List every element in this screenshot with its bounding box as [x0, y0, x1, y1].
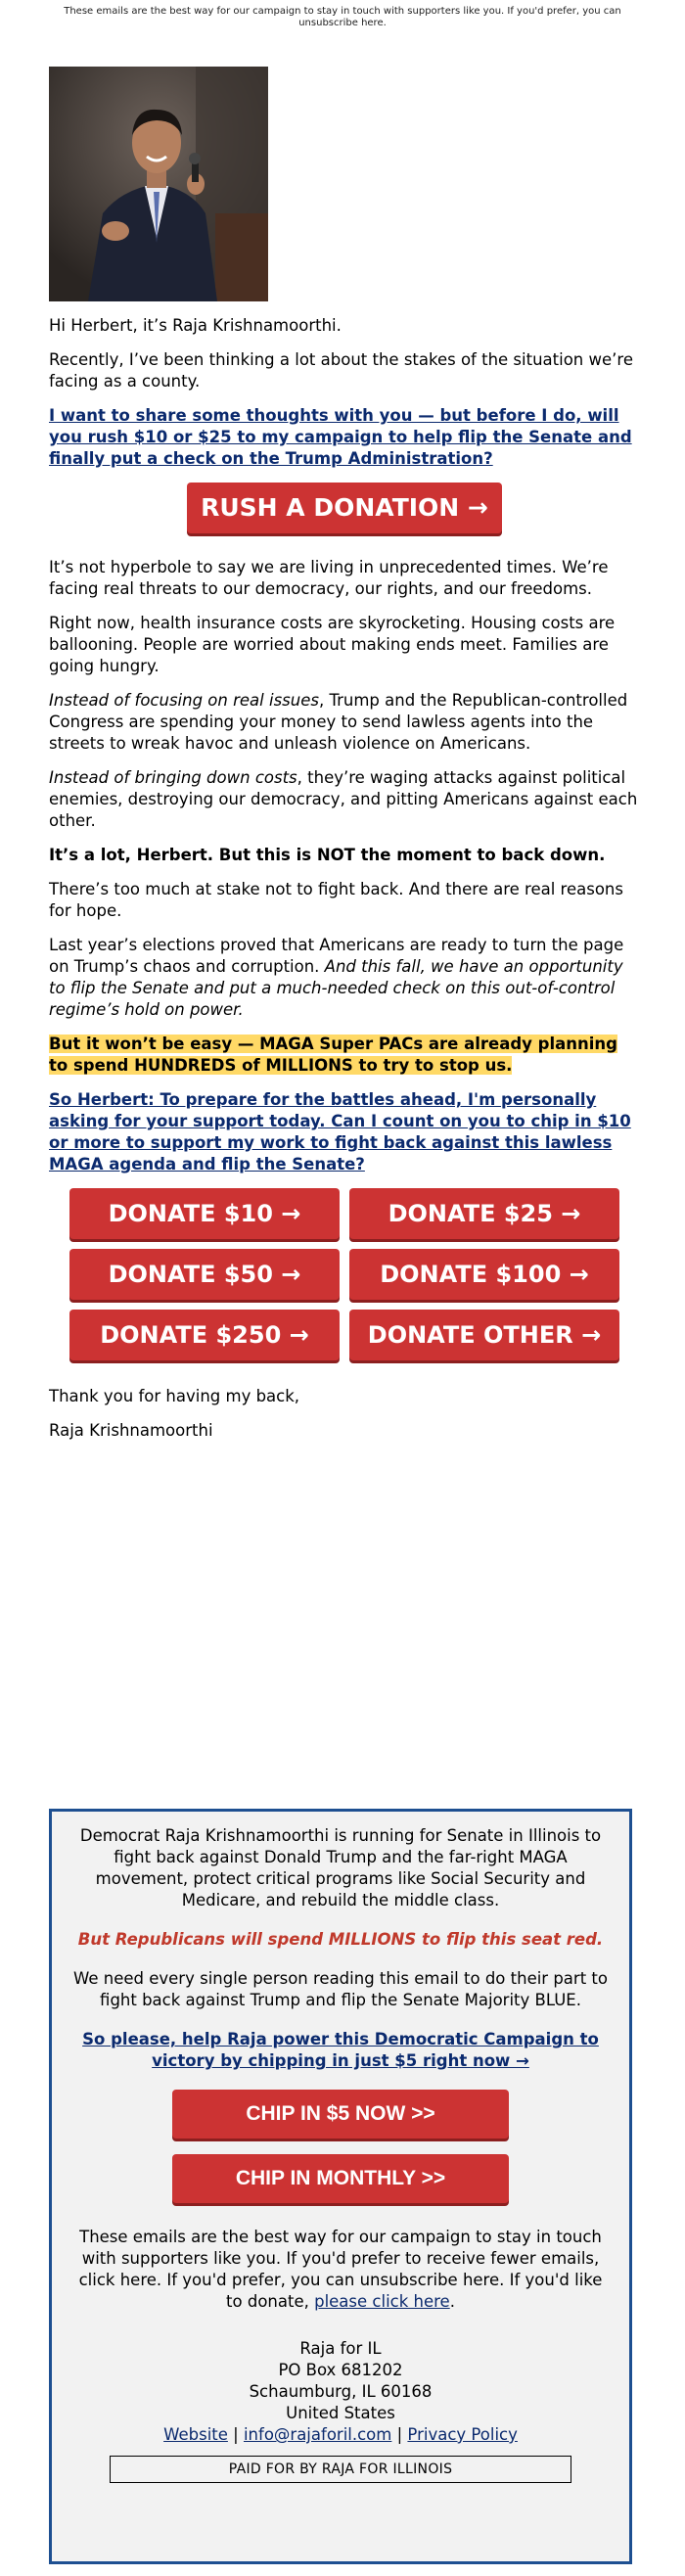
- footer-disclaimer: [69, 2227, 612, 2313]
- email-body: [49, 315, 640, 1454]
- bringing-costs-rest: , they’re waging attacks against political enemies, destroying our democracy, and pitting Americans against each other.: [49, 768, 638, 830]
- paid-for-disclaimer: PAID FOR BY RAJA FOR ILLINOIS: [110, 2456, 571, 2483]
- greeting: Hi Herbert, it’s Raja Krishnamoorthi.: [49, 316, 342, 335]
- footer-red-warning: But Republicans will spend MILLIONS to flip this seat red.: [77, 1930, 604, 1949]
- link-separator: |: [391, 2425, 408, 2444]
- donate-50-button[interactable]: DONATE $50 →: [69, 1249, 340, 1300]
- donate-250-button[interactable]: DONATE $250 →: [69, 1310, 340, 1360]
- paragraph-stakes: Recently, I’ve been thinking a lot about the stakes of the situation we’re facing as a county.: [49, 350, 633, 391]
- elections-start: Last year’s elections proved that Americans are ready to turn the page on Trump’s chaos and corruption.: [49, 936, 624, 976]
- candidate-photo: [49, 67, 268, 301]
- po-box: PO Box 681202: [278, 2361, 403, 2379]
- paragraph-bringing-costs: [49, 767, 640, 832]
- donate-100-button[interactable]: DONATE $100 →: [349, 1249, 619, 1300]
- elections-italic: And this fall, we have an opportunity to flip the Senate and put a much-needed check on this out-of-control regime’s hold on power.: [49, 957, 623, 1019]
- preheader-text: These emails are the best way for our campaign to stay in touch with supporters like you. If you'd prefer, you can unsubscribe here.: [64, 6, 621, 28]
- paragraph-hope: There’s too much at stake not to fight back. And there are real reasons for hope.: [49, 880, 623, 920]
- donate-10-button[interactable]: DONATE $10 →: [69, 1188, 340, 1239]
- candidate-photo-illustration: [49, 67, 268, 301]
- rush-donation-button[interactable]: RUSH A DONATION →: [187, 483, 502, 533]
- privacy-policy-link[interactable]: Privacy Policy: [407, 2425, 518, 2444]
- real-issues-rest: , Trump and the Republican-controlled Congress are spending your money to send lawless agents into the streets to wreak havoc and unleash violence on Americans.: [49, 691, 628, 753]
- disclaimer-text: These emails are the best way for our campaign to stay in touch with supporters like you. If you'd prefer to receive fewer emails, click here. If you'd prefer, you can unsubscribe here. If you'd like to donate,: [78, 2228, 603, 2311]
- bringing-costs-italic: Instead of bringing down costs: [49, 768, 297, 787]
- donate-ask-link[interactable]: I want to share some thoughts with you — but before I do, will you rush $10 or $25 to my campaign to help flip the Senate and finally put a check on the Trump Administration?: [49, 406, 632, 468]
- signature: Raja Krishnamoorthi: [49, 1421, 213, 1440]
- email-link[interactable]: info@rajaforil.com: [243, 2425, 392, 2444]
- footer-links: [69, 2424, 612, 2446]
- donate-click-here-link[interactable]: please click here: [314, 2292, 450, 2311]
- link-separator: |: [227, 2425, 244, 2444]
- paragraph-real-issues: [49, 690, 640, 755]
- disclaimer-end: .: [449, 2292, 455, 2311]
- paragraph-unprecedented: It’s not hyperbole to say we are living in unprecedented times. We’re facing real threats to our democracy, our rights, and our freedoms.: [49, 558, 609, 598]
- paragraph-highlight: [49, 1034, 640, 1077]
- not-back-down-bold: It’s a lot, Herbert. But this is NOT the moment to back down.: [49, 846, 606, 864]
- footer-intro: Democrat Raja Krishnamoorthi is running for Senate in Illinois to fight back against Donald Trump and the far-right MAGA movement, protect critical programs like Social Security and Medicare, and rebuild the middle class.: [79, 1826, 602, 1909]
- donate-ask-link-2[interactable]: So Herbert: To prepare for the battles ahead, I'm personally asking for your support today. Can I count on you to chip in $10 or more to support my work to fight back against this lawless MAGA agenda and flip the Senate?: [49, 1090, 631, 1173]
- chip-in-monthly-button[interactable]: CHIP IN MONTHLY >>: [172, 2154, 509, 2203]
- footer-need: We need every single person reading this email to do their part to fight back against Trump and flip the Senate Majority BLUE.: [73, 1969, 608, 2009]
- paragraph-costs: Right now, health insurance costs are skyrocketing. Housing costs are ballooning. People are worried about making ends meet. Families are going hungry.: [49, 614, 616, 675]
- mailing-address: [69, 2338, 612, 2446]
- footer-chip-link[interactable]: So please, help Raja power this Democratic Campaign to victory by chipping in just $5 right now →: [82, 2030, 599, 2070]
- donate-25-button[interactable]: DONATE $25 →: [349, 1188, 619, 1239]
- real-issues-italic: Instead of focusing on real issues: [49, 691, 319, 710]
- thanks-text: Thank you for having my back,: [49, 1387, 300, 1405]
- org-name: Raja for IL: [299, 2339, 382, 2358]
- country-line: United States: [286, 2404, 395, 2422]
- paragraph-elections: [49, 935, 640, 1021]
- chip-in-5-button[interactable]: CHIP IN $5 NOW >>: [172, 2090, 509, 2139]
- maga-highlight: But it won’t be easy — MAGA Super PACs are already planning to spend HUNDREDS of MILLIONS to try to stop us.: [49, 1035, 617, 1075]
- city-line: Schaumburg, IL 60168: [249, 2382, 433, 2401]
- footer-box: [49, 1809, 632, 2564]
- donate-other-button[interactable]: DONATE OTHER →: [349, 1310, 619, 1360]
- donate-button-grid: [69, 1188, 640, 1360]
- website-link[interactable]: Website: [163, 2425, 228, 2444]
- paragraph-not-back-down: [49, 845, 640, 866]
